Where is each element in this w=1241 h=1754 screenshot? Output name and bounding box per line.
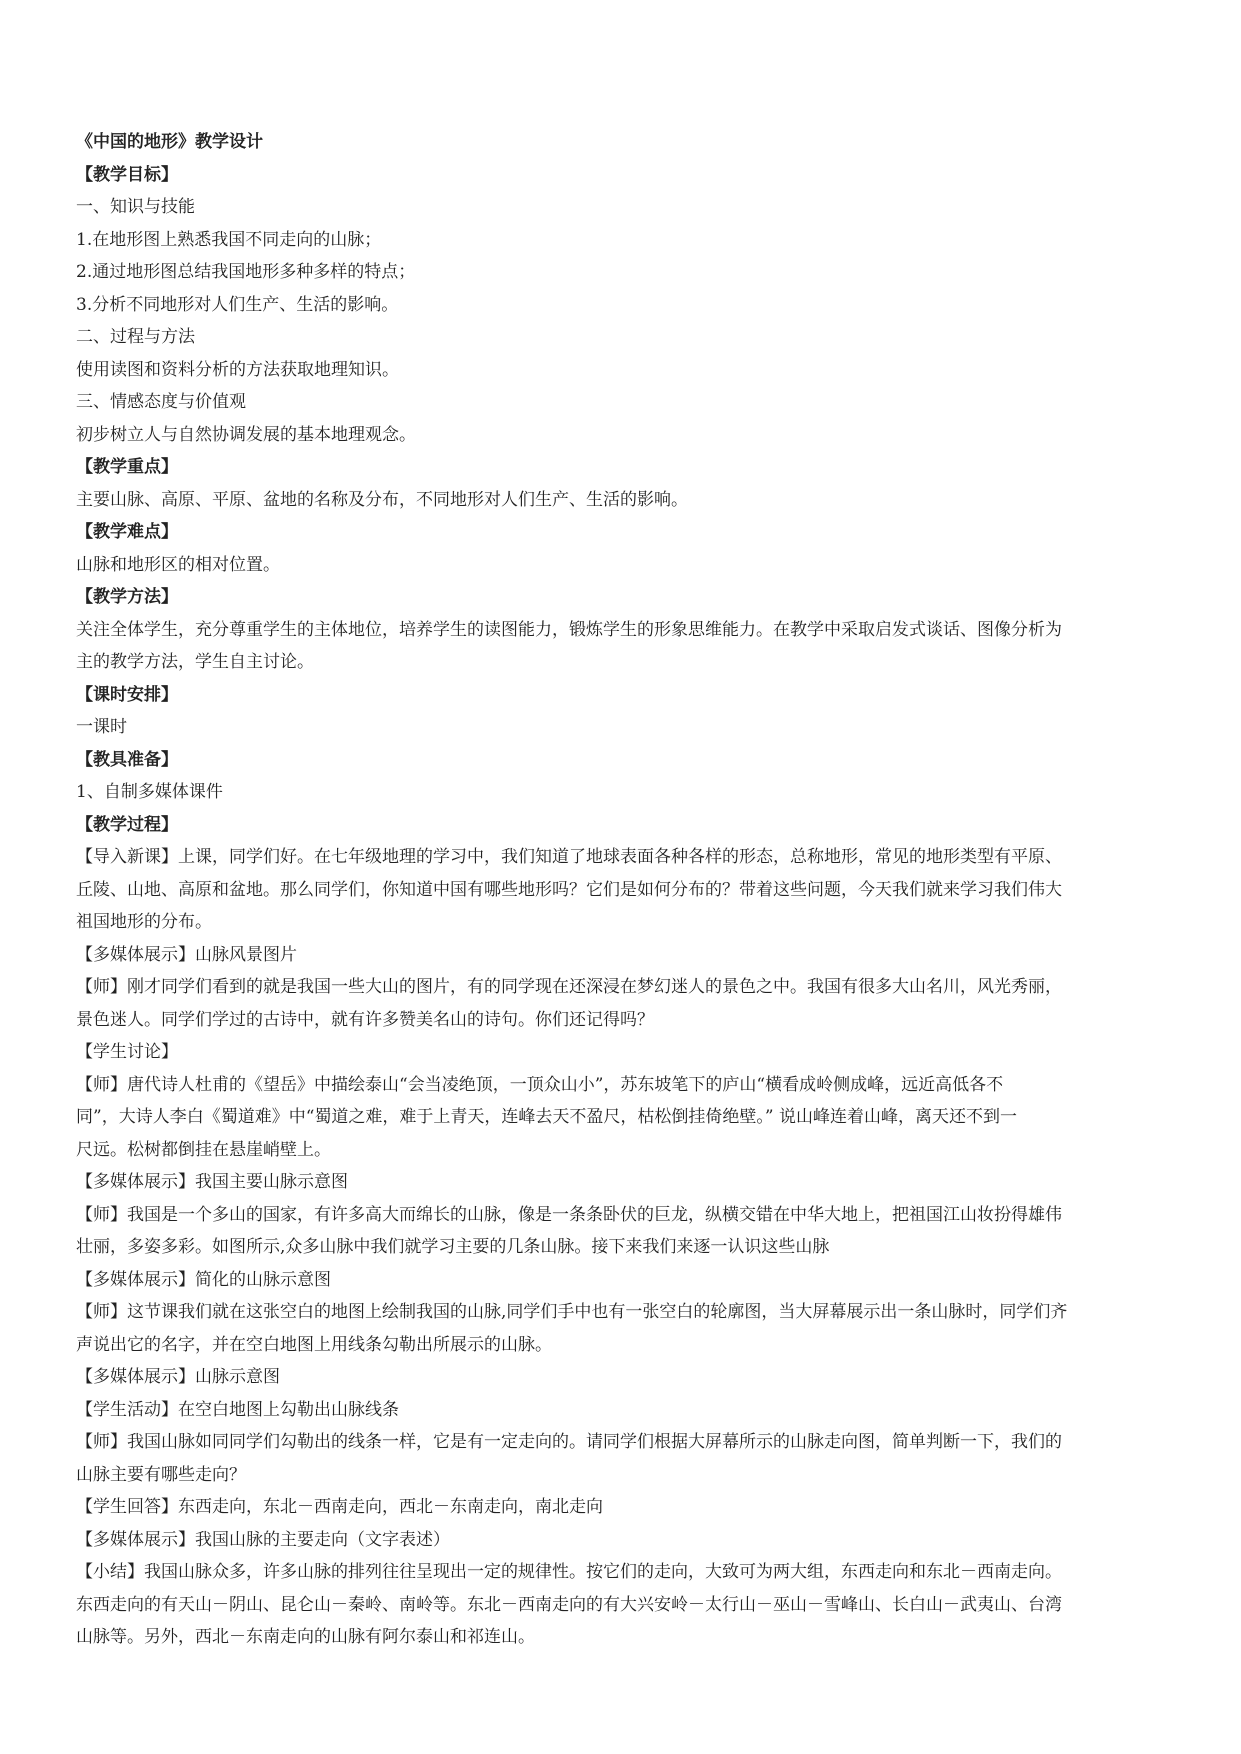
text-line: 【学生活动】在空白地图上勾勒出山脉线条 bbox=[76, 1399, 399, 1420]
section-heading: 【课时安排】 bbox=[76, 684, 178, 705]
text-line: 【学生回答】东西走向，东北－西南走向，西北－东南走向，南北走向 bbox=[76, 1497, 603, 1517]
text-line: 三、情感态度与价值观 bbox=[76, 392, 246, 412]
text-line: 关注全体学生，充分尊重学生的主体地位，培养学生的读图能力，锻炼学生的形象思维能力。在教学中采取启发式谈话、图像分析为 bbox=[76, 619, 1062, 640]
text-line: 2.通过地形图总结我国地形多种多样的特点； bbox=[76, 262, 416, 282]
document-title: 《中国的地形》教学设计 bbox=[76, 132, 263, 152]
text-line: 山脉等。另外，西北－东南走向的山脉有阿尔泰山和祁连山。 bbox=[76, 1627, 535, 1647]
text-line: 【师】我国是一个多山的国家，有许多高大而绵长的山脉，像是一条条卧伏的巨龙，纵横交错在中华大地上，把祖国江山妆扮得雄伟 bbox=[76, 1204, 1062, 1225]
text-line: 主的教学方法，学生自主讨论。 bbox=[76, 652, 314, 672]
text-line: 景色迷人。同学们学过的古诗中，就有许多赞美名山的诗句。你们还记得吗？ bbox=[76, 1009, 654, 1030]
section-heading: 【教学方法】 bbox=[76, 587, 178, 607]
section-heading: 【教学难点】 bbox=[76, 522, 178, 542]
text-line: 二、过程与方法 bbox=[76, 327, 195, 347]
section-heading: 【教学目标】 bbox=[76, 164, 178, 185]
text-line: 东西走向的有天山－阴山、昆仑山－秦岭、南岭等。东北－西南走向的有大兴安岭－太行山－巫山－雪峰山、长白山－武夷山、台湾 bbox=[76, 1594, 1062, 1615]
text-line: 山脉和地形区的相对位置。 bbox=[76, 554, 280, 575]
text-line: 主要山脉、高原、平原、盆地的名称及分布，不同地形对人们生产、生活的影响。 bbox=[76, 489, 688, 510]
text-line: 【师】刚才同学们看到的就是我国一些大山的图片，有的同学现在还深浸在梦幻迷人的景色之中。我国有很多大山名川，风光秀丽， bbox=[76, 977, 1062, 997]
text-line: 尺远。松树都倒挂在悬崖峭壁上。 bbox=[76, 1139, 331, 1160]
text-line: 声说出它的名字，并在空白地图上用线条勾勒出所展示的山脉。 bbox=[76, 1334, 552, 1355]
document-body bbox=[76, 126, 1166, 1654]
text-line: 3.分析不同地形对人们生产、生活的影响。 bbox=[76, 294, 399, 315]
text-line: 祖国地形的分布。 bbox=[76, 912, 212, 932]
section-heading: 【教学重点】 bbox=[76, 457, 178, 477]
text-line: 丘陵、山地、高原和盆地。那么同学们，你知道中国有哪些地形吗？它们是如何分布的？带着这些问题，今天我们就来学习我们伟大 bbox=[76, 879, 1062, 900]
text-line: 山脉主要有哪些走向？ bbox=[76, 1464, 246, 1485]
section-heading: 【教具准备】 bbox=[76, 749, 178, 770]
text-line: 一、知识与技能 bbox=[76, 197, 195, 217]
text-line: 一课时 bbox=[76, 717, 127, 737]
text-line: 壮丽，多姿多彩。如图所示,众多山脉中我们就学习主要的几条山脉。接下来我们来逐一认识这些山脉 bbox=[76, 1237, 830, 1257]
text-line: 【多媒体展示】山脉风景图片 bbox=[76, 944, 297, 965]
text-line: 【多媒体展示】简化的山脉示意图 bbox=[76, 1269, 331, 1290]
text-line: 1.在地形图上熟悉我国不同走向的山脉； bbox=[76, 229, 382, 250]
text-line: 【小结】我国山脉众多，许多山脉的排列往往呈现出一定的规律性。按它们的走向，大致可为两大组，东西走向和东北－西南走向。 bbox=[76, 1562, 1062, 1582]
text-line: 【师】这节课我们就在这张空白的地图上绘制我国的山脉,同学们手中也有一张空白的轮廓图，当大屏幕展示出一条山脉时，同学们齐 bbox=[76, 1302, 1068, 1322]
text-line: 使用读图和资料分析的方法获取地理知识。 bbox=[76, 359, 399, 380]
text-line: 【学生讨论】 bbox=[76, 1042, 178, 1062]
section-heading: 【教学过程】 bbox=[76, 814, 178, 835]
text-line: 【多媒体展示】我国主要山脉示意图 bbox=[76, 1172, 348, 1192]
text-line: 【多媒体展示】我国山脉的主要走向（文字表述） bbox=[76, 1529, 450, 1550]
text-line: 【多媒体展示】山脉示意图 bbox=[76, 1367, 280, 1387]
text-line: 【师】唐代诗人杜甫的《望岳》中描绘泰山“会当凌绝顶，一顶众山小”，苏东坡笔下的庐山“横看成岭侧成峰，远近高低各不 bbox=[76, 1074, 1004, 1095]
text-line: 同”，大诗人李白《蜀道难》中“蜀道之难，难于上青天，连峰去天不盈尺，枯松倒挂倚绝壁。” 说山峰连着山峰，离天还不到一 bbox=[76, 1107, 1017, 1127]
text-line: 1、自制多媒体课件 bbox=[76, 782, 223, 802]
text-line: 初步树立人与自然协调发展的基本地理观念。 bbox=[76, 424, 416, 445]
text-line: 【导入新课】上课，同学们好。在七年级地理的学习中，我们知道了地球表面各种各样的形态，总称地形，常见的地形类型有平原、 bbox=[76, 847, 1062, 867]
text-line: 【师】我国山脉如同同学们勾勒出的线条一样，它是有一定走向的。请同学们根据大屏幕所示的山脉走向图，简单判断一下，我们的 bbox=[76, 1432, 1062, 1452]
